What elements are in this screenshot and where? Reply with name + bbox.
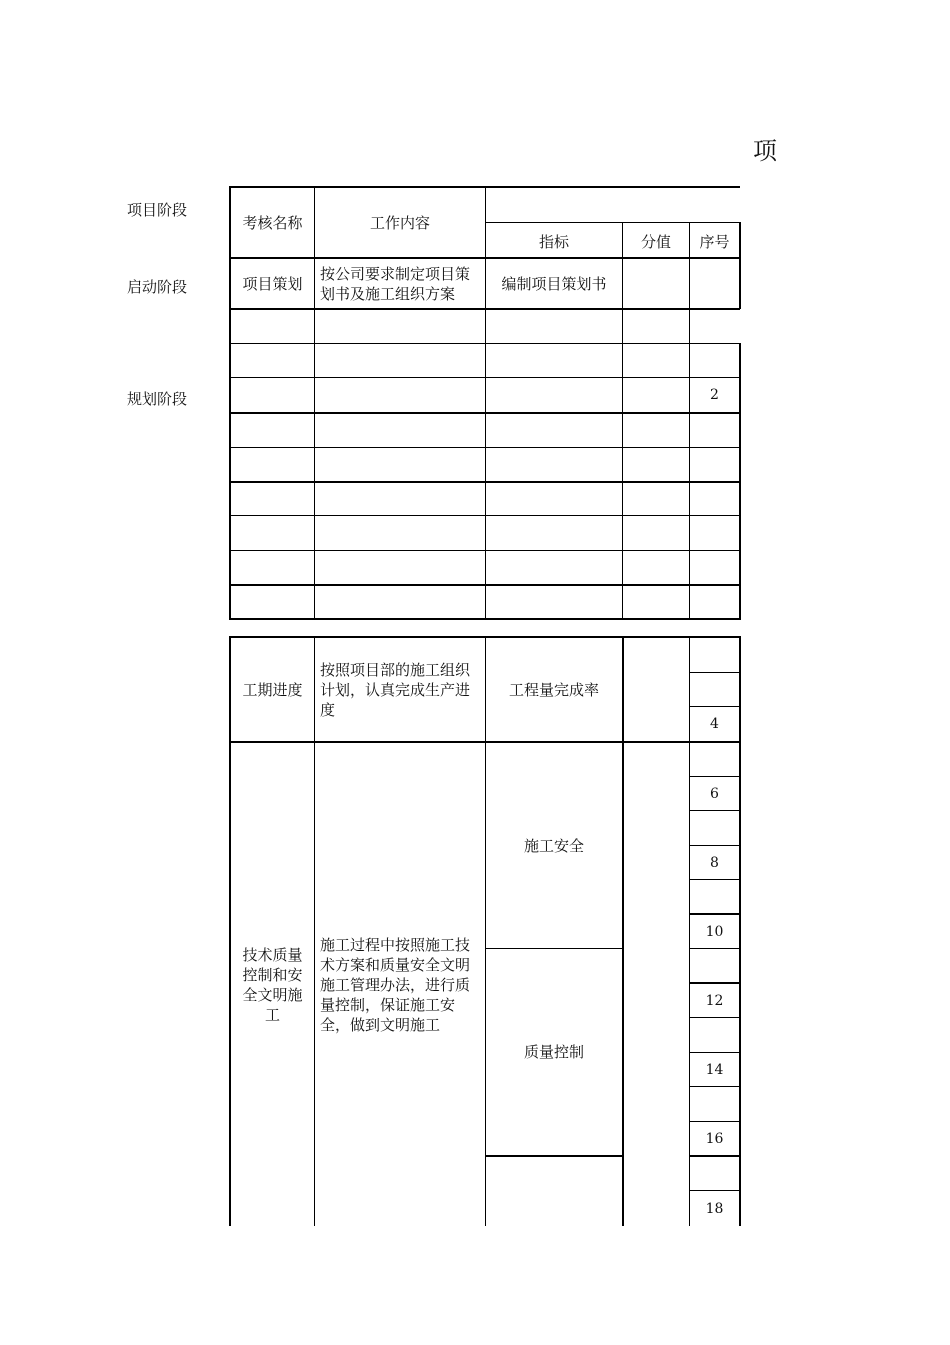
- seq-number: 12: [705, 992, 724, 1009]
- startup-indicator: 编制项目策划书: [501, 274, 607, 293]
- startup-work-content: 按公司要求制定项目策划书及施工组织方案: [320, 264, 471, 303]
- seq-number: 16: [705, 1130, 724, 1147]
- header-score: 分值: [640, 232, 671, 251]
- indicator-construction-safety: 施工安全: [523, 836, 584, 855]
- stage-planning-label: 规划阶段: [127, 390, 188, 408]
- schedule-work-content: 按照项目部的施工组织计划，认真完成生产进度: [320, 660, 471, 719]
- startup-assessment-name: 项目策划: [242, 274, 303, 293]
- seq-number: 14: [705, 1061, 724, 1078]
- schedule-assessment-name: 工期进度: [242, 680, 303, 699]
- seq-number: 8: [710, 854, 719, 871]
- indicator-quality-control: 质量控制: [523, 1043, 584, 1061]
- schedule-seq-number: 4: [710, 716, 719, 732]
- stage-header-label: 项目阶段: [127, 201, 188, 219]
- stage-startup-label: 启动阶段: [127, 278, 188, 296]
- header-work-content: 工作内容: [369, 213, 430, 232]
- page-title: 项: [753, 137, 777, 165]
- header-indicator: 指标: [538, 232, 569, 251]
- tech-quality-assessment-name: 技术质量控制和安全文明施工: [242, 945, 303, 1024]
- header-assessment-name: 考核名称: [242, 213, 303, 232]
- seq-number: 18: [705, 1200, 724, 1217]
- seq-number: 10: [705, 923, 724, 940]
- planning-seq-number: 2: [710, 387, 719, 403]
- schedule-indicator: 工程量完成率: [508, 680, 599, 699]
- tech-quality-work-content: 施工过程中按照施工技术方案和质量安全文明施工管理办法，进行质量控制，保证施工安全，做到文明施工: [320, 935, 471, 1034]
- seq-number: 6: [710, 785, 719, 802]
- header-seq-no: 序号: [699, 232, 730, 251]
